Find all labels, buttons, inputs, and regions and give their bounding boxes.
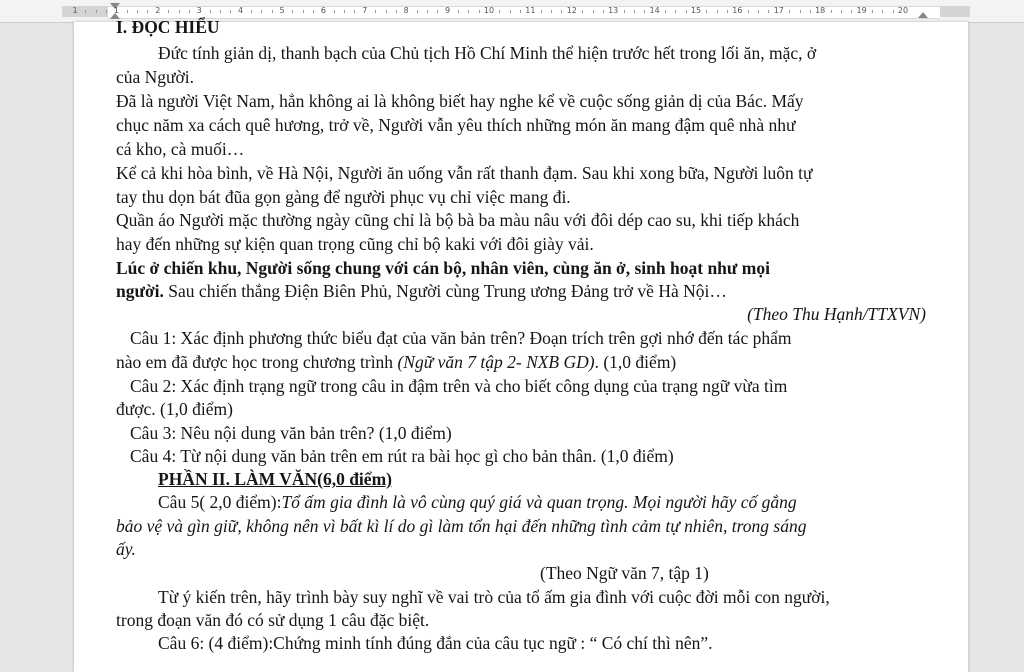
ruler-number: 7: [362, 6, 368, 15]
ruler-tick: [272, 10, 273, 13]
paragraph-line: Đã là người Việt Nam, hẳn không ai là không biết hay nghe kể về cuộc sống giản dị của Bác. Mấy: [116, 91, 804, 111]
ruler-number: 17: [773, 6, 784, 15]
paragraph-line: chục năm xa cách quê hương, trở về, Người vẫn yêu thích những món ăn mang đậm quê nhà như: [116, 115, 796, 135]
bold-sentence-end: người.: [116, 281, 164, 301]
ruler-tick: [313, 10, 314, 13]
ruler-tick: [727, 10, 728, 13]
ruler-tick: [841, 10, 842, 13]
quoted-opinion: Tổ ấm gia đình là vô cùng quý giá và quan trọng. Mọi người hãy cố gắng: [281, 492, 797, 512]
ruler-tick: [437, 10, 438, 13]
ruler-number: 4: [238, 6, 244, 15]
ruler-tick: [137, 10, 138, 13]
ruler-tick: [375, 10, 376, 13]
ruler-number: 19: [856, 6, 867, 15]
ruler-number: 9: [445, 6, 451, 15]
section2-heading: PHẦN II. LÀM VĂN(6,0 điểm): [158, 469, 392, 489]
ruler-tick: [717, 10, 718, 13]
paragraph-line: cá kho, cà muối…: [116, 139, 245, 159]
ruler-tick: [230, 10, 231, 13]
ruler-number: 18: [815, 6, 826, 15]
ruler-tick: [189, 10, 190, 13]
ruler-tick: [85, 10, 86, 13]
ruler-number: 8: [403, 6, 409, 15]
ruler-tick: [479, 10, 480, 13]
ruler-tick: [334, 10, 335, 13]
ruler-tick: [458, 10, 459, 13]
ruler-tick: [582, 10, 583, 13]
ruler-tick: [251, 10, 252, 13]
ruler-tick: [468, 10, 469, 13]
ruler-tick: [147, 10, 148, 13]
ruler-number: 16: [732, 6, 743, 15]
paragraph-line: Quần áo Người mặc thường ngày cũng chỉ là bộ bà ba màu nâu với đôi dép cao su, khi tiếp khách: [116, 210, 800, 230]
paragraph-line: hay đến những sự kiện quan trọng cũng chỉ bộ kaki với đôi giày vải.: [116, 234, 594, 254]
ruler-tick: [344, 10, 345, 13]
question-5-prompt-line: Từ ý kiến trên, hãy trình bày suy nghĩ về vai trò của tổ ấm gia đình với cuộc đời mỗi con người,: [158, 587, 830, 607]
ruler-tick: [624, 10, 625, 13]
ruler-number: 14: [649, 6, 660, 15]
ruler-tick: [758, 10, 759, 13]
ruler-tick: [593, 10, 594, 13]
ruler-tick: [106, 10, 107, 13]
ruler-tick: [541, 10, 542, 13]
ruler-right-margin: [940, 6, 970, 17]
ruler-tick: [510, 10, 511, 13]
paragraph-line: tay thu dọn bát đũa gọn gàng để người phục vụ chỉ việc mang đi.: [116, 187, 571, 207]
ruler-tick: [851, 10, 852, 13]
ruler-tick: [644, 10, 645, 13]
ruler-tick: [261, 10, 262, 13]
ruler-tick: [810, 10, 811, 13]
ruler-tick: [748, 10, 749, 13]
paragraph-line: của Người.: [116, 67, 195, 87]
ruler-number: 20: [897, 6, 909, 15]
question-1-line: [116, 351, 676, 373]
paragraph-line: Kể cả khi hòa bình, về Hà Nội, Người ăn uống vẫn rất thanh đạm. Sau khi xong bữa, Người luôn tự: [116, 163, 813, 183]
ruler-tick: [168, 10, 169, 13]
quoted-opinion-line: bảo vệ và gìn giữ, không nên vì bất kì lí do gì làm tổn hại đến những tình cảm tự nhiên, trong sáng: [116, 516, 807, 536]
ruler-tick: [675, 10, 676, 13]
ruler-tick: [665, 10, 666, 13]
ruler-tick: [561, 10, 562, 13]
quoted-opinion-line: ấy.: [116, 539, 136, 559]
ruler-tick: [210, 10, 211, 13]
quote-source: (Theo Ngữ văn 7, tập 1): [540, 563, 709, 583]
source-citation: (Theo Thu Hạnh/TTXVN): [747, 304, 926, 324]
ruler-number: 5: [279, 6, 285, 15]
textbook-reference: (Ngữ văn 7 tập 2- NXB GD): [397, 352, 595, 372]
question-5-prompt-line: trong đoạn văn đó có sử dụng 1 câu đặc biệt.: [116, 610, 430, 630]
ruler-tick: [882, 10, 883, 13]
document-page[interactable]: [74, 17, 968, 672]
ruler-tick: [427, 10, 428, 13]
ruler-tick: [893, 10, 894, 13]
ruler-tick: [603, 10, 604, 13]
ruler-tick: [417, 10, 418, 13]
ruler-tick: [499, 10, 500, 13]
ruler-tick: [768, 10, 769, 13]
ruler-tick: [303, 10, 304, 13]
ruler-tick: [396, 10, 397, 13]
ruler-number: 2: [155, 6, 161, 15]
ruler-number: 1: [113, 6, 119, 15]
ruler-number: 6: [320, 6, 326, 15]
ruler-tick: [872, 10, 873, 13]
ruler-tick: [96, 10, 97, 13]
question-2-line: Câu 2: Xác định trạng ngữ trong câu in đậm trên và cho biết công dụng của trạng ngữ vừa tìm: [130, 376, 788, 396]
question-text: nào em đã được học trong chương trình: [116, 352, 398, 372]
ruler-tick: [220, 10, 221, 13]
ruler-tick: [831, 10, 832, 13]
paragraph-line: Đức tính giản dị, thanh bạch của Chủ tịch Hồ Chí Minh thể hiện trước hết trong lối ăn, mặc, ở: [158, 43, 817, 63]
ruler-tick: [127, 10, 128, 13]
ruler-number: 3: [196, 6, 202, 15]
ruler-number: 10: [483, 6, 495, 15]
ruler-tick: [686, 10, 687, 13]
paragraph-line: [116, 280, 727, 302]
ruler-tick: [706, 10, 707, 13]
question-2-line: được. (1,0 điểm): [116, 399, 233, 419]
ruler-tick: [179, 10, 180, 13]
ruler-tick: [354, 10, 355, 13]
question-1-line: Câu 1: Xác định phương thức biểu đạt của văn bản trên? Đoạn trích trên gợi nhớ đến tác phẩm: [130, 328, 792, 348]
question-6: Câu 6: (4 điểm):Chứng minh tính đúng đắn của câu tục ngữ : “ Có chí thì nên”.: [158, 633, 713, 653]
question-4: Câu 4: Từ nội dung văn bản trên em rút ra bài học gì cho bản thân. (1,0 điểm): [130, 446, 674, 466]
ruler-tick: [292, 10, 293, 13]
ruler-number: 15: [690, 6, 702, 15]
ruler-number: 11: [525, 6, 536, 15]
ruler-tick: [520, 10, 521, 13]
ruler-tick: [386, 10, 387, 13]
section1-heading: I. ĐỌC HIỂU: [116, 17, 220, 37]
question-label: Câu 5( 2,0 điểm):: [158, 492, 282, 512]
ruler-tick: [800, 10, 801, 13]
paragraph-text: Sau chiến thắng Điện Biên Phủ, Người cùng Trung ương Đảng trở về Hà Nội…: [163, 281, 727, 301]
ruler-number: 1: [72, 6, 78, 15]
ruler-number: 12: [566, 6, 577, 15]
question-3: Câu 3: Nêu nội dung văn bản trên? (1,0 điểm): [130, 423, 452, 443]
question-5-line: [158, 491, 797, 513]
question-score: . (1,0 điểm): [594, 352, 677, 372]
bold-sentence-line: Lúc ở chiến khu, Người sống chung với cán bộ, nhân viên, cùng ăn ở, sinh hoạt như mọi: [116, 258, 770, 278]
ruler-number: 13: [608, 6, 619, 15]
ruler-tick: [551, 10, 552, 13]
ruler-tick: [634, 10, 635, 13]
ruler-tick: [789, 10, 790, 13]
right-indent-marker[interactable]: [918, 12, 928, 18]
